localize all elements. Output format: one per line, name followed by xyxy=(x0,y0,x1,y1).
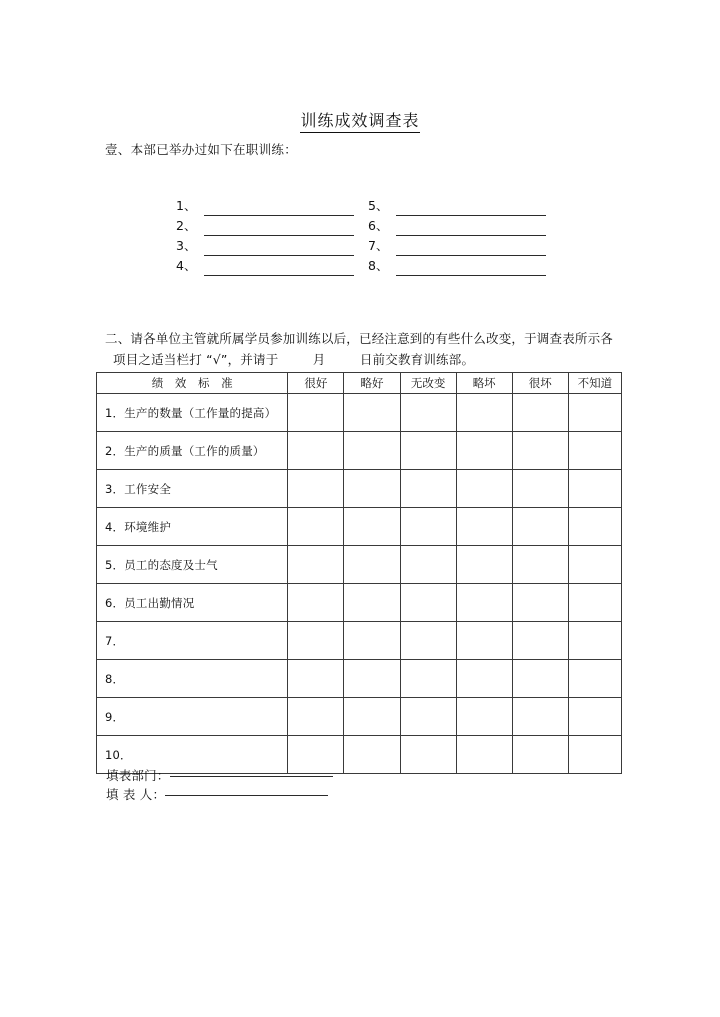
criterion-label[interactable]: 10． xyxy=(97,736,288,774)
rating-cell[interactable] xyxy=(568,622,621,660)
training-blank-input[interactable] xyxy=(396,275,546,276)
footer-fields xyxy=(106,766,333,804)
rating-cell[interactable] xyxy=(344,660,400,698)
rating-cell[interactable] xyxy=(400,698,456,736)
rating-cell[interactable] xyxy=(568,432,621,470)
rating-cell[interactable] xyxy=(288,470,344,508)
rating-cell[interactable] xyxy=(568,584,621,622)
table-header-row xyxy=(97,373,622,394)
column-header-criterion: 绩 效 标 准 xyxy=(97,373,288,394)
table-row xyxy=(97,584,622,622)
column-header-very-bad: 很坏 xyxy=(512,373,568,394)
rating-cell[interactable] xyxy=(344,698,400,736)
rating-cell[interactable] xyxy=(400,508,456,546)
rating-cell[interactable] xyxy=(568,470,621,508)
rating-cell[interactable] xyxy=(568,660,621,698)
rating-cell[interactable] xyxy=(344,736,400,774)
column-header-very-good: 很好 xyxy=(288,373,344,394)
rating-cell[interactable] xyxy=(400,546,456,584)
rating-cell[interactable] xyxy=(456,584,512,622)
rating-cell[interactable] xyxy=(344,584,400,622)
rating-cell[interactable] xyxy=(568,546,621,584)
training-blank-number: 6、 xyxy=(368,218,389,233)
rating-cell[interactable] xyxy=(344,546,400,584)
rating-cell[interactable] xyxy=(512,660,568,698)
training-blank-input[interactable] xyxy=(204,215,354,216)
rating-cell[interactable] xyxy=(512,432,568,470)
department-input[interactable] xyxy=(170,776,333,777)
rating-cell[interactable] xyxy=(456,394,512,432)
table-row xyxy=(97,508,622,546)
rating-cell[interactable] xyxy=(344,508,400,546)
month-label: 月 xyxy=(312,352,326,367)
training-blank-input[interactable] xyxy=(396,255,546,256)
table-row xyxy=(97,546,622,584)
training-blank-number: 2、 xyxy=(176,218,197,233)
column-header-no-change: 无改变 xyxy=(400,373,456,394)
rating-cell[interactable] xyxy=(400,622,456,660)
rating-cell[interactable] xyxy=(456,660,512,698)
training-blank-input[interactable] xyxy=(204,235,354,236)
training-blank-input[interactable] xyxy=(204,255,354,256)
rating-cell[interactable] xyxy=(288,508,344,546)
rating-cell[interactable] xyxy=(288,660,344,698)
rating-cell[interactable] xyxy=(344,394,400,432)
column-header-slightly-bad: 略坏 xyxy=(456,373,512,394)
rating-cell[interactable] xyxy=(400,584,456,622)
rating-cell[interactable] xyxy=(568,698,621,736)
rating-cell[interactable] xyxy=(456,546,512,584)
department-field-row xyxy=(106,766,333,785)
criterion-label: 1．生产的数量（工作量的提高） xyxy=(97,394,288,432)
instructions-line-two xyxy=(105,349,625,370)
training-blank-number: 3、 xyxy=(176,238,197,253)
rating-cell[interactable] xyxy=(456,736,512,774)
table-row xyxy=(97,622,622,660)
rating-cell[interactable] xyxy=(512,470,568,508)
rating-cell[interactable] xyxy=(512,546,568,584)
rating-cell[interactable] xyxy=(456,470,512,508)
rating-cell[interactable] xyxy=(512,508,568,546)
criterion-label[interactable]: 7． xyxy=(97,622,288,660)
department-label: 填表部门： xyxy=(106,768,170,783)
table-row xyxy=(97,394,622,432)
training-blank-number: 1、 xyxy=(176,198,197,213)
instructions-after-month: 日前交教育训练部。 xyxy=(359,352,475,367)
criterion-label: 2．生产的质量（工作的质量） xyxy=(97,432,288,470)
training-blank-input[interactable] xyxy=(396,215,546,216)
rating-cell[interactable] xyxy=(512,584,568,622)
person-input[interactable] xyxy=(165,795,328,796)
rating-cell[interactable] xyxy=(456,698,512,736)
rating-cell[interactable] xyxy=(456,508,512,546)
performance-survey-table xyxy=(96,372,622,774)
rating-cell[interactable] xyxy=(568,736,621,774)
rating-cell[interactable] xyxy=(512,736,568,774)
person-field-row xyxy=(106,785,333,804)
rating-cell[interactable] xyxy=(512,698,568,736)
person-label: 填 表 人： xyxy=(106,787,166,802)
criterion-label: 5．员工的态度及士气 xyxy=(97,546,288,584)
rating-cell[interactable] xyxy=(344,470,400,508)
column-header-slightly-good: 略好 xyxy=(344,373,400,394)
training-blank-number: 8、 xyxy=(368,258,389,273)
rating-cell[interactable] xyxy=(456,622,512,660)
rating-cell[interactable] xyxy=(288,622,344,660)
rating-cell[interactable] xyxy=(400,470,456,508)
instructions-line-one: 二、请各单位主管就所属学员参加训练以后，已经注意到的有些什么改变，于调查表所示各 xyxy=(105,331,614,346)
rating-cell[interactable] xyxy=(288,584,344,622)
rating-cell[interactable] xyxy=(456,432,512,470)
instructions-before-month: 项目之适当栏打 “√”，并请于 xyxy=(113,352,279,367)
rating-cell[interactable] xyxy=(512,622,568,660)
rating-cell[interactable] xyxy=(400,394,456,432)
rating-cell[interactable] xyxy=(344,432,400,470)
rating-cell[interactable] xyxy=(288,546,344,584)
criterion-label: 3．工作安全 xyxy=(97,470,288,508)
rating-cell[interactable] xyxy=(344,622,400,660)
rating-cell[interactable] xyxy=(400,736,456,774)
rating-cell[interactable] xyxy=(400,432,456,470)
criterion-label[interactable]: 9． xyxy=(97,698,288,736)
rating-cell[interactable] xyxy=(288,698,344,736)
criterion-label: 4．环境维护 xyxy=(97,508,288,546)
rating-cell[interactable] xyxy=(288,394,344,432)
training-blank-number: 4、 xyxy=(176,258,197,273)
column-header-unknown: 不知道 xyxy=(568,373,621,394)
table-row xyxy=(97,470,622,508)
table-row xyxy=(97,432,622,470)
rating-cell[interactable] xyxy=(288,432,344,470)
section-one-heading: 壹、本部已举办过如下在职训练： xyxy=(105,142,298,157)
training-blank-input[interactable] xyxy=(204,275,354,276)
rating-cell[interactable] xyxy=(400,660,456,698)
table-row xyxy=(97,660,622,698)
training-blank-number: 5、 xyxy=(368,198,389,213)
rating-cell[interactable] xyxy=(568,508,621,546)
page-title-text: 训练成效调查表 xyxy=(300,111,419,133)
criterion-label[interactable]: 8． xyxy=(97,660,288,698)
rating-cell[interactable] xyxy=(512,394,568,432)
criterion-label: 6．员工出勤情况 xyxy=(97,584,288,622)
training-blank-input[interactable] xyxy=(396,235,546,236)
section-two-instructions xyxy=(105,328,625,370)
rating-cell[interactable] xyxy=(568,394,621,432)
table-row xyxy=(97,698,622,736)
training-blank-number: 7、 xyxy=(368,238,389,253)
